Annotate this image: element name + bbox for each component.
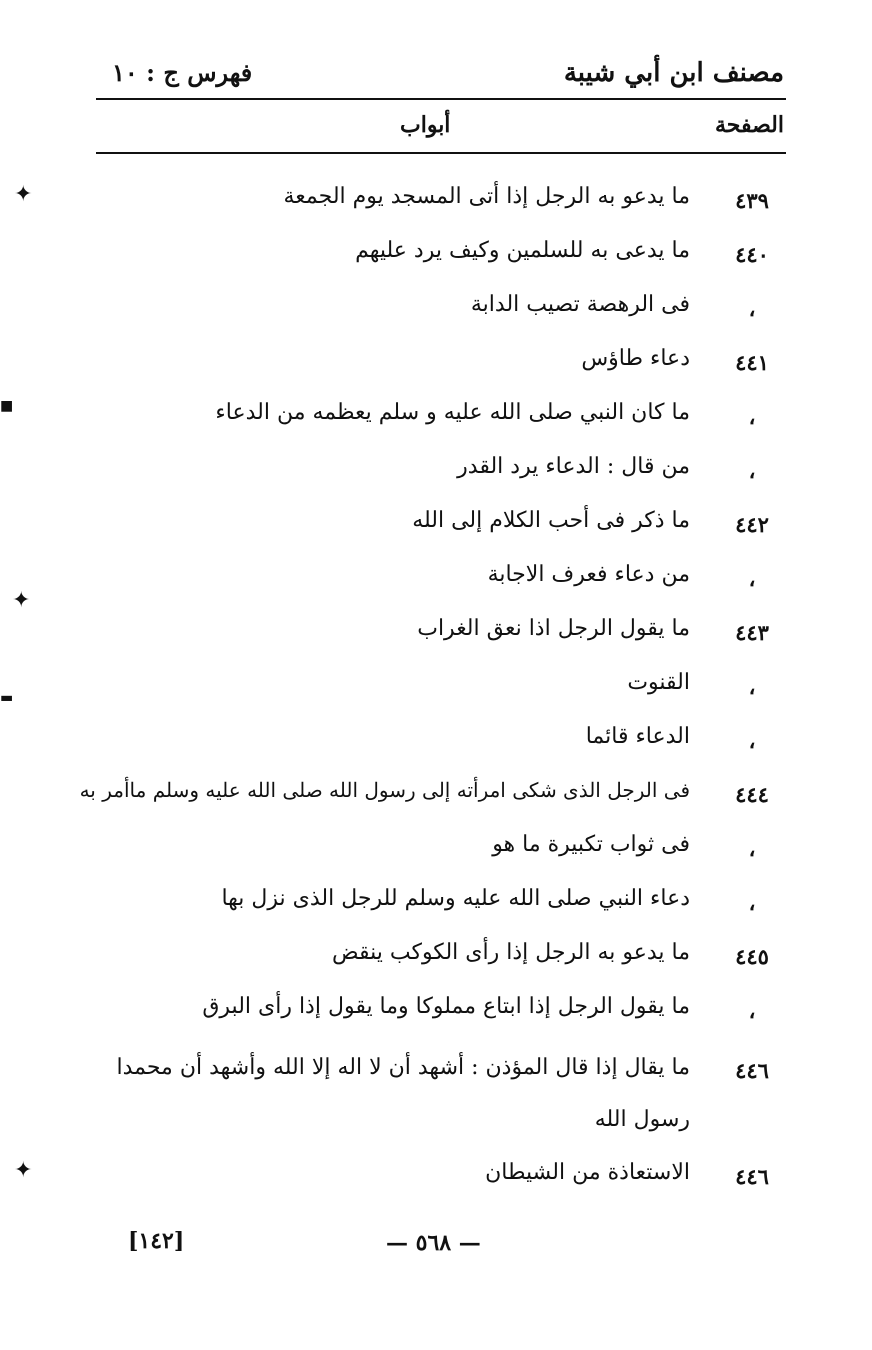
entry-page: ٤٤٦ [735,1164,769,1189]
entry-page: ، [748,566,756,591]
scan-mark: ■ [0,398,14,414]
list-item [86,1052,776,1148]
entry-title: ما يقول الرجل اذا نعق الغراب [417,616,690,641]
list-item [86,398,776,438]
list-item [86,452,776,492]
entry-page: ٤٤٠ [735,242,769,267]
entry-title: ما يقول الرجل إذا ابتاع مملوكا وما يقول إذا رأى البرق [202,994,690,1019]
scan-mark: ▬ [0,690,14,706]
page-column-heading: الصفحة [714,112,784,138]
entry-title: فى الرهصة تصيب الدابة [470,292,690,317]
list-item [86,236,776,276]
entry-page: ، [748,998,756,1023]
entry-page: ، [748,728,756,753]
entry-page: ٤٤٢ [735,512,769,537]
entry-title: دعاء النبي صلى الله عليه وسلم للرجل الذى نزل بها [221,886,690,911]
entry-page: ، [748,458,756,483]
scan-mark: ✦ [14,182,33,207]
list-item [86,614,776,654]
list-item [86,290,776,330]
entry-title: من قال : الدعاء يرد القدر [457,454,690,479]
entry-title: الدعاء قائما [585,724,690,749]
entry-title: ما يدعو به الرجل إذا أتى المسجد يوم الجمعة [283,184,690,209]
entry-page: ٤٤٣ [735,620,769,645]
entry-title: فى الرجل الذى شكى امرأته إلى رسول الله صلى الله عليه وسلم ماأمر به [79,778,690,802]
list-item [86,722,776,762]
list-item [86,938,776,978]
entry-title: من دعاء فعرف الاجابة [487,562,690,587]
entry-page: ٤٤٦ [735,1058,769,1083]
list-item [86,344,776,384]
list-item [86,668,776,708]
entry-title: القنوت [627,670,690,695]
entry-page: ، [748,836,756,861]
entry-title: الاستعاذة من الشيطان [485,1160,690,1185]
header-rule [96,98,786,100]
list-item [86,1158,776,1198]
list-item [86,884,776,924]
entry-title: ما يدعى به للسلمين وكيف يرد عليهم [355,238,690,263]
entry-title: دعاء طاؤس [581,346,690,371]
entry-page: ، [748,674,756,699]
scan-mark: ✦ [12,588,31,613]
list-item [86,992,776,1032]
entry-title: ما يقال إذا قال المؤذن : أشهد أن لا اله إلا الله وأشهد أن محمدا رسول الله [116,1055,690,1132]
page-number: — ٥٦٨ — [386,1230,481,1256]
entry-title: ما يدعو به الرجل إذا رأى الكوكب ينقض [332,940,690,965]
entry-title: فى ثواب تكبيرة ما هو [492,832,690,857]
list-item [86,830,776,870]
book-title: مصنف ابن أبي شيبة [563,58,784,88]
entry-page: ٤٤٤ [735,782,769,807]
entry-page: ، [748,404,756,429]
entry-page: ، [748,890,756,915]
entry-page: ، [748,296,756,321]
chapters-column-heading: أبواب [400,112,451,138]
scan-mark: ✦ [14,1158,33,1183]
entry-title: ما كان النبي صلى الله عليه و سلم يعظمه من الدعاء [215,400,690,425]
list-item [86,182,776,222]
bracket-number: [١٤٢] [128,1228,185,1254]
entry-page: ٤٣٩ [735,188,769,213]
list-item [86,560,776,600]
columns-rule [96,152,786,154]
list-item [86,506,776,546]
entry-page: ٤٤١ [735,350,769,375]
list-item [79,776,776,816]
entry-page: ٤٤٥ [735,944,769,969]
index-label: فهرس ج : ١٠ [112,58,253,87]
entry-title: ما ذكر فى أحب الكلام إلى الله [412,508,690,533]
